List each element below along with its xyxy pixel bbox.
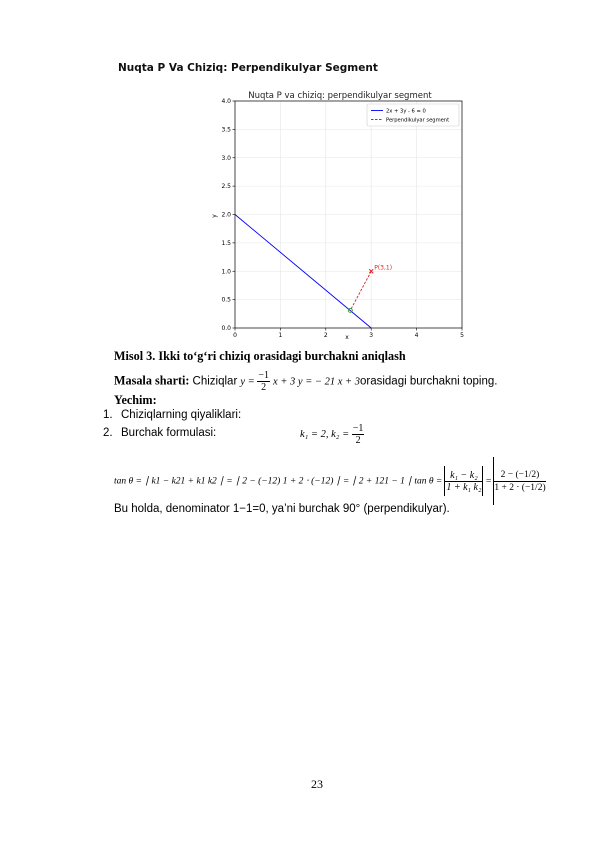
chart-legend (367, 104, 459, 126)
problem-text-after: orasidagi burchakni toping. (359, 375, 498, 388)
slopes-values: k₁ = 2, k₂ = (300, 428, 352, 440)
y-tick-label: 0.5 (221, 296, 231, 304)
x-tick-label: 3 (369, 332, 374, 339)
equation-fraction (257, 370, 270, 393)
formula-equals: = (485, 475, 492, 487)
y-axis-label: y (211, 214, 218, 218)
slopes-formula (300, 423, 364, 446)
list-item-text: Chiziqlarning qiyaliklari: (121, 409, 242, 421)
list-item-number: 2. (103, 427, 113, 439)
y-tick-label: 1.5 (221, 239, 231, 247)
y-tick-label: 2.0 (221, 211, 231, 219)
x-axis-label: x (345, 334, 349, 340)
equation-rest: x + 3 y = − 21 x + 3 (273, 376, 360, 388)
abs-bar-right (482, 466, 483, 496)
section-title: Nuqta P Va Chiziq: Perpendikulyar Segment (118, 62, 378, 74)
angle-formula (114, 457, 546, 505)
formula-fraction-2-denominator: 1 + 2 ⋅ (−1/2) (494, 482, 546, 493)
legend-label: 2x + 3y - 6 = 0 (386, 108, 426, 115)
problem-label: Masala sharti: (114, 373, 190, 388)
list-item-text: Burchak formulasi: (121, 427, 217, 439)
example-heading: Misol 3. Ikki to‘g‘ri chiziq orasidagi burchakni aniqlash (114, 349, 406, 363)
x-tick-label: 5 (460, 332, 464, 339)
equation-numerator: −1 (258, 370, 269, 381)
list-item (103, 409, 241, 421)
solution-label: Yechim: (114, 393, 157, 407)
problem-statement (114, 370, 497, 393)
x-tick-label: 2 (323, 332, 328, 339)
equation-lhs: y = (240, 376, 258, 388)
slope-denominator: 2 (355, 435, 361, 446)
chart-ticks (221, 98, 464, 339)
point-label: P(3,1) (374, 264, 393, 272)
formula-fraction-2-numerator: 2 − (−1/2) (494, 469, 545, 482)
y-tick-label: 1.0 (221, 268, 231, 276)
equation-denominator: 2 (261, 382, 267, 393)
y-tick-label: 4.0 (221, 98, 231, 105)
slope-numerator: −1 (352, 423, 364, 434)
series-line (350, 271, 371, 310)
x-tick-label: 4 (414, 332, 419, 339)
formula-fraction-2 (494, 469, 545, 494)
formula-linear: tan θ = ∣ k1 − k21 + k1 k2 ∣ = ∣ 2 − (−12) 1 + 2 ⋅ (−12) ∣ = ∣ 2 + 121 − 1 ∣ tan θ = (114, 476, 443, 487)
x-tick-label: 0 (233, 332, 237, 339)
y-tick-label: 2.5 (221, 183, 231, 191)
page-number: 23 (311, 777, 323, 791)
legend-label: Perpendikulyar segment (386, 117, 450, 124)
list-item-number: 1. (103, 409, 113, 421)
chart-title: Nuqta P va chiziq: perpendikulyar segment (248, 91, 432, 101)
conclusion: Bu holda, denominator 1−1=0, ya’ni burchak 90° (perpendikulyar). (114, 503, 450, 515)
y-tick-label: 3.0 (221, 154, 231, 162)
formula-fraction-numerator: k₁ − k₂ (445, 470, 482, 482)
chart (210, 88, 470, 340)
formula-fraction-denominator: 1 + k₁ k₂ (446, 481, 482, 493)
chart-grid (235, 101, 462, 328)
list-item (103, 427, 216, 439)
slope-fraction (352, 423, 365, 446)
x-tick-label: 1 (278, 332, 283, 339)
formula-fraction (445, 470, 482, 493)
y-tick-label: 0.0 (221, 325, 231, 332)
y-tick-label: 3.5 (221, 126, 231, 134)
problem-text-before: Chiziqlar (192, 375, 238, 388)
